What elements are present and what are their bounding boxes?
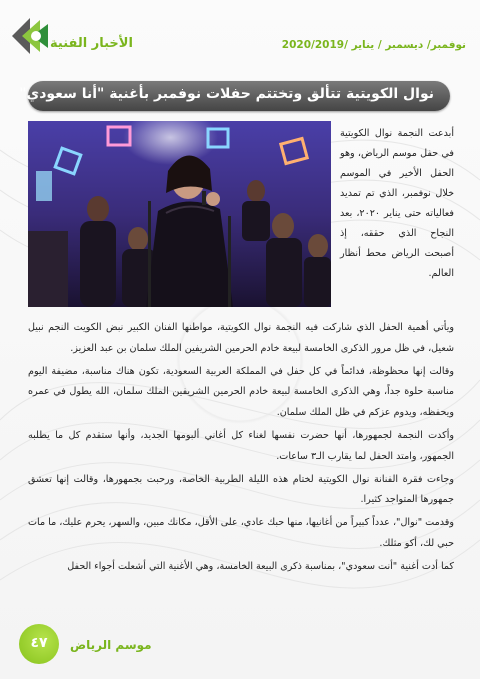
footer-label: موسم الرياض — [70, 638, 152, 652]
logo-text: الأخبار الفنية — [50, 36, 133, 51]
body-paragraph: ويأتي أهمية الحفل الذي شاركت فيه النجمة نوال الكويتية، مواطنها الفنان الكبير نبض الكويت النجم نبيل شعيل، في ظل مرور الذكرى الخامسة لبيعة خادم الحرمين الشريفين الملك سلمان بن عبد العزيز. — [28, 322, 454, 354]
body-paragraph: كما أدت أغنية "أنت سعودي"، بمناسبة ذكرى البيعة الخامسة، وهي الأغنية التي أشعلت أجواء الحفل — [67, 560, 454, 572]
body-paragraph: وقالت إنها محظوظة، فدائماً في كل حفل في المملكة العربية السعودية، تكون هناك مناسبة، مضيفة اليوم مناسبة حلوة جداً، وهي الذكرى الخامسة لبيعة خادم الحرمين الشريفين الملك سلمان، الله يطول في عمره ويحفظه، ويدوم عزكم في ظل الملك سلمان. — [28, 365, 454, 419]
issue-date: نوفمبر/ ديسمبر / يناير /2020/2019 — [281, 39, 466, 51]
body-paragraph: وأكدت النجمة لجمهورها، أنها حضرت نفسها لغناء كل أغاني ألبومها الجديد، وأنها ستقدم كل ما يطلبه الجمهور، وامتد الحفل لما يقارب الـ٣ ساعات. — [28, 429, 454, 462]
page-number-badge — [19, 624, 59, 664]
intro-paragraph: أبدعت النجمة نوال الكويتية في حفل موسم الرياض، وهو الحفل الأخير في الموسم خلال نوفمبر، الذي تم تمديد فعالياته حتى يناير ٢٠٢٠، بعد النجاح الذي حققه، إذ أصبحت الرياض محط أنظار العالم. — [340, 128, 454, 279]
body-paragraph: وجاءت فقرة الفنانة نوال الكويتية لختام هذه الليلة الطربية الخاصة، ورحبت بجمهورها، وقالت إنها تعشق جمهورها المتواجد كثيرا. — [28, 473, 454, 506]
title-bar — [19, 81, 450, 111]
body-paragraph: وقدمت "نوال"، عدداً كبيراً من أغانيها، منها حبك عادي، على الأقل، مكانك مبين، والسهر، يحرم عليك، ما مات حبي لك، أكو مثلك. — [28, 517, 454, 549]
article-photo — [28, 121, 331, 307]
page-number: ٤٧ — [30, 635, 48, 651]
article-title: نوال الكويتية تتألق وتختتم حفلات نوفمبر بأغنية "أنا سعودي" — [19, 86, 434, 102]
article-body — [28, 318, 454, 580]
